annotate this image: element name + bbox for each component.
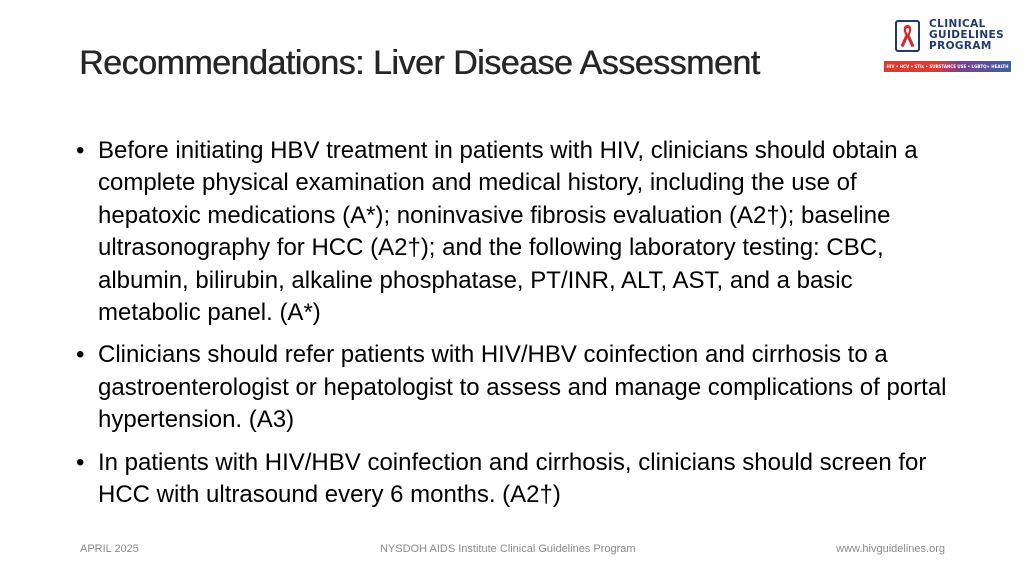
red-ribbon-icon (897, 22, 918, 50)
recommendation-list (75, 135, 955, 521)
logo-line-2: GUIDELINES (929, 29, 1005, 41)
bullet-text: Clinicians should refer patients with HIV/HBV coinfection and cirrhosis to a gastroenterologist or hepatologist to assess and manage complications of portal hypertension. (A3) (98, 341, 947, 434)
list-item (75, 339, 955, 436)
list-item (75, 135, 955, 329)
footer-url[interactable]: www.hivguidelines.org (836, 543, 945, 555)
bullet-text: In patients with HIV/HBV coinfection and cirrhosis, clinicians should screen for HCC with ultrasound every 6 months. (A2†) (98, 448, 927, 509)
slide-title: Recommendations: Liver Disease Assessment (79, 44, 760, 82)
logo-line-1: CLINICAL (929, 18, 986, 30)
bullet-marker: • (76, 448, 85, 476)
clinical-guidelines-logo (884, 17, 1012, 77)
bullet-marker: • (76, 341, 85, 369)
bullet-marker: • (76, 137, 85, 164)
list-item (75, 447, 955, 512)
logo-tagline: HIV • HCV • STIs • SUBSTANCE USE • LGBTQ+ HEALTH (884, 61, 1011, 72)
logo-wordmark (929, 19, 1004, 52)
footer-program: NYSDOH AIDS Institute Clinical Guidelines Program (380, 543, 636, 555)
bullet-text: Before initiating HBV treatment in patients with HIV, clinicians should obtain a complete physical examination and medical history, including the use of hepatoxic medications (A*); noninvasive fibrosis evaluation (A2†); baseline ultrasonography for HCC (A2†); and the following laboratory testing: CBC, albumin, bilirubin, alkaline phosphatase, PT/INR, ALT, AST, and a basic metabolic panel. (A*) (98, 137, 918, 327)
footer-date: APRIL 2025 (80, 543, 139, 555)
logo-frame (895, 20, 920, 52)
logo-line-3: PROGRAM (929, 40, 992, 52)
